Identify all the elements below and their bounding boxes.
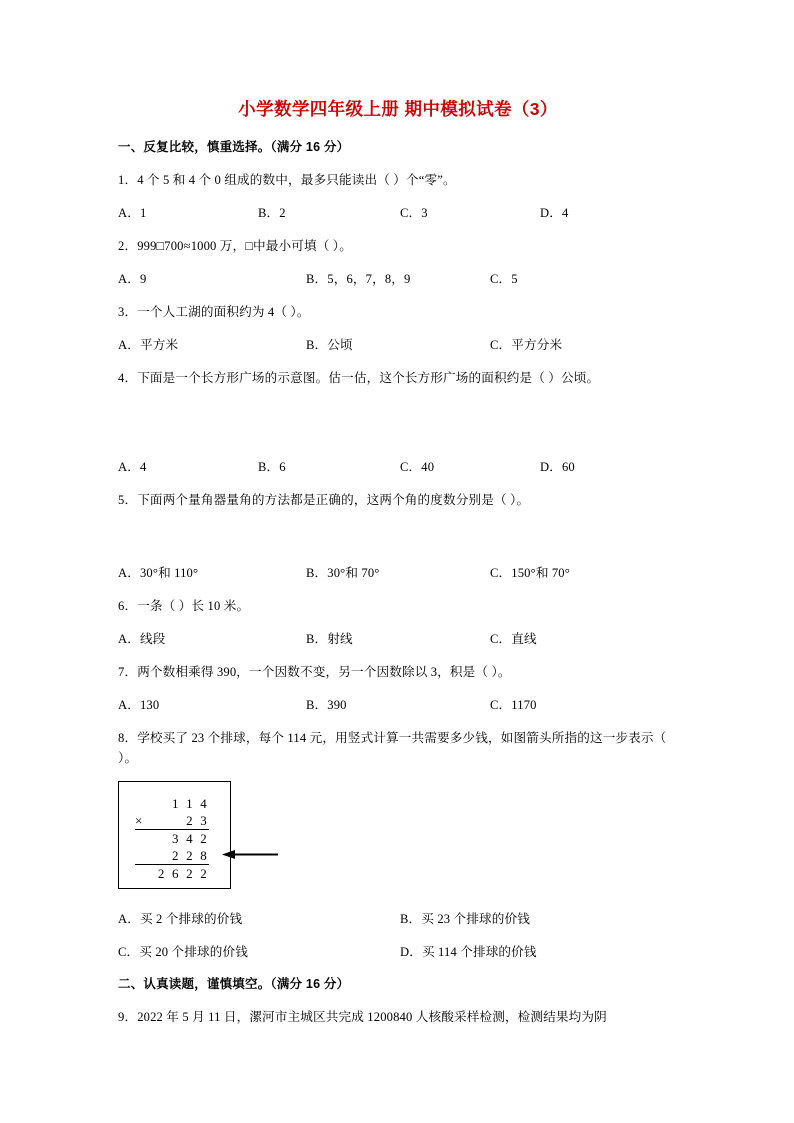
- question-8-options-row-1: [118, 909, 678, 929]
- question-2-text: 2．999□700≈1000 万，□中最小可填（ ）。: [118, 239, 352, 253]
- option-c[interactable]: C．5: [490, 272, 518, 286]
- question-8-text: 8．学校买了 23 个排球，每个 114 元，用竖式计算一共需要多少钱，如图箭头所指的这一步表示（ ）。: [118, 731, 667, 765]
- question-2-options: [118, 269, 678, 289]
- page-content: [118, 96, 678, 1027]
- option-a[interactable]: A．130: [118, 698, 160, 712]
- option-c[interactable]: C．150°和 70°: [490, 566, 570, 580]
- option-d[interactable]: D．买 114 个排球的价钱: [400, 945, 537, 959]
- figure-border: [118, 781, 231, 889]
- option-c[interactable]: C．平方分米: [490, 338, 563, 352]
- question-5-figure-placeholder: [118, 523, 678, 563]
- option-a[interactable]: A．1: [118, 206, 147, 220]
- option-b[interactable]: B．30°和 70°: [306, 566, 380, 580]
- question-7-text: 7．两个数相乘得 390，一个因数不变，另一个因数除以 3，积是（ ）。: [118, 665, 511, 679]
- multiplier-row: [133, 812, 221, 829]
- partial-product-1-row: 3 4 2: [172, 831, 209, 846]
- option-b[interactable]: B．买 23 个排球的价钱: [400, 912, 530, 926]
- option-a[interactable]: A．平方米: [118, 338, 179, 352]
- question-9-text: 9．2022 年 5 月 11 日，漯河市主城区共完成 1200840 人核酸采样检测，检测结果均为阴: [118, 1010, 607, 1024]
- multiplicand-row: 1 1 4: [172, 796, 209, 811]
- option-c[interactable]: C．3: [400, 206, 428, 220]
- option-b[interactable]: B．2: [258, 206, 286, 220]
- vertical-multiplication-figure: [118, 781, 678, 899]
- option-c[interactable]: C．40: [400, 460, 435, 474]
- question-3-options: [118, 335, 678, 355]
- question-6-options: [118, 629, 678, 649]
- option-b[interactable]: B．6: [258, 460, 286, 474]
- partial-product-2-row: 2 2 8: [172, 848, 209, 863]
- option-d[interactable]: D．60: [540, 460, 575, 474]
- option-a[interactable]: A．线段: [118, 632, 166, 646]
- question-6-text: 6．一条（ ）长 10 米。: [118, 599, 250, 613]
- question-5-text: 5．下面两个量角器量角的方法都是正确的，这两个角的度数分别是（ ）。: [118, 493, 530, 507]
- question-4-text: 4．下面是一个长方形广场的示意图。估一估，这个长方形广场的面积约是（ ）公顷。: [118, 371, 600, 385]
- option-a[interactable]: A．买 2 个排球的价钱: [118, 912, 243, 926]
- question-7-options: [118, 695, 678, 715]
- question-1-options: [118, 203, 678, 223]
- option-c[interactable]: C．1170: [490, 698, 537, 712]
- total-row: 2 6 2 2: [157, 866, 209, 881]
- question-4-options: [118, 457, 678, 477]
- option-b[interactable]: B．390: [306, 698, 347, 712]
- option-a[interactable]: A．4: [118, 460, 147, 474]
- page-title: 小学数学四年级上册 期中模拟试卷（3）: [238, 99, 558, 119]
- question-3-text: 3．一个人工湖的面积约为 4（ ）。: [118, 305, 310, 319]
- question-8-options-row-2: [118, 942, 678, 962]
- option-c[interactable]: C．买 20 个排球的价钱: [118, 945, 248, 959]
- question-5-options: [118, 563, 678, 583]
- option-a[interactable]: A．30°和 110°: [118, 566, 199, 580]
- question-1-text: 1．4 个 5 和 4 个 0 组成的数中，最多只能读出（ ）个“零”。: [118, 173, 456, 187]
- multiplier-value: 2 3: [186, 813, 209, 828]
- section-heading-one: 一、反复比较，慎重选择。（满分 16 分）: [118, 140, 350, 154]
- option-d[interactable]: D．4: [540, 206, 569, 220]
- left-arrow-icon: [222, 850, 278, 859]
- option-b[interactable]: B．射线: [306, 632, 353, 646]
- option-b[interactable]: B．5，6，7，8，9: [306, 272, 411, 286]
- vertical-multiplication-body: [133, 795, 221, 882]
- option-c[interactable]: C．直线: [490, 632, 537, 646]
- option-b[interactable]: B．公顷: [306, 338, 353, 352]
- section-heading-two: 二、认真读题，谨慎填空。（满分 16 分）: [118, 977, 350, 991]
- option-a[interactable]: A．9: [118, 272, 147, 286]
- multiply-sign-icon: ×: [135, 813, 143, 828]
- question-4-figure-placeholder: [118, 401, 678, 457]
